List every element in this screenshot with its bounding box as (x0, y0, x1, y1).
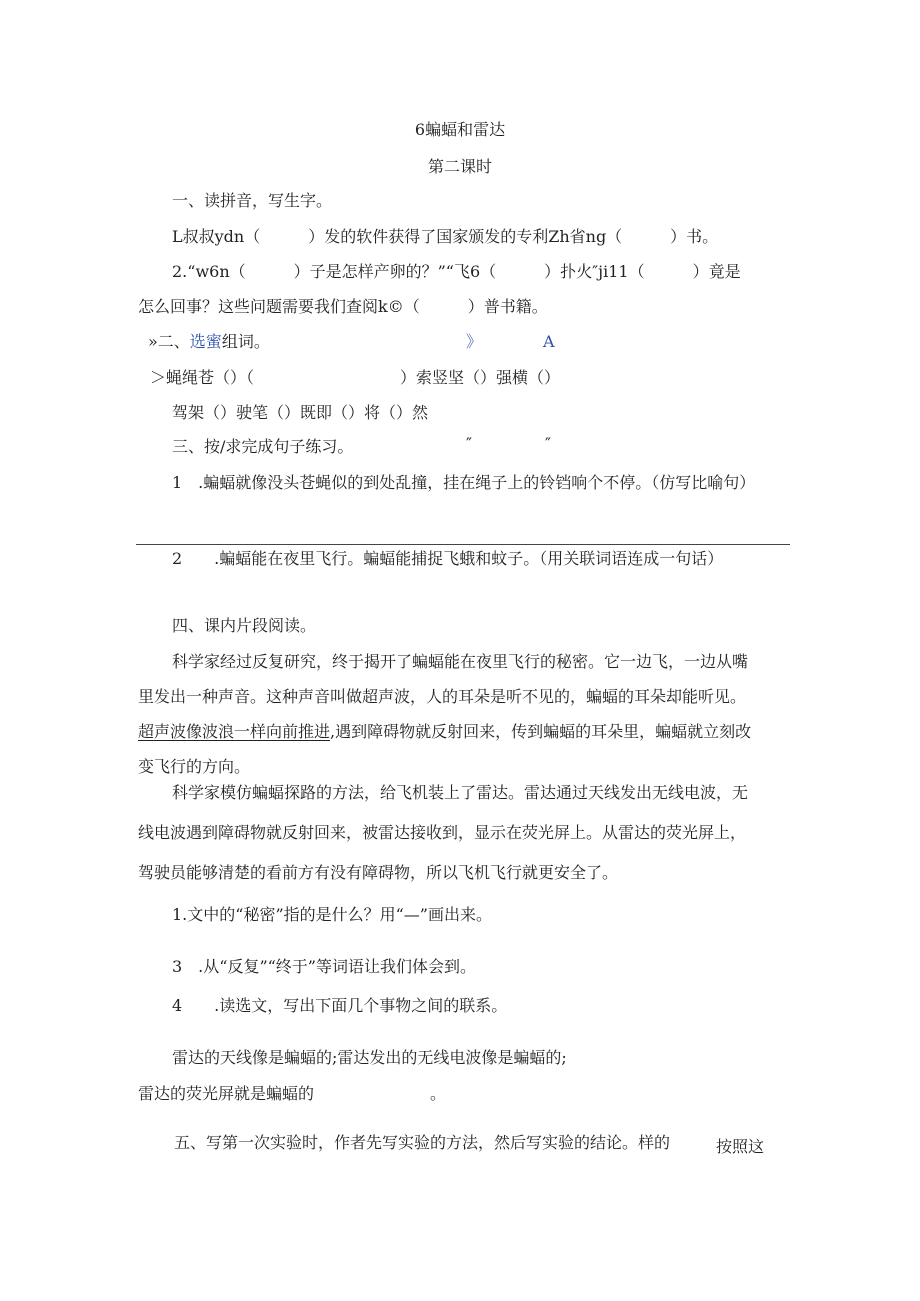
section1-question2-line2: 怎么回事？这些问题需要我们查阅k©（ ）普书籍。 (138, 297, 548, 316)
section4-question3: 3 .从“反复”“终于”等词语让我们体会到。 (172, 957, 476, 976)
section2-heading (148, 332, 270, 352)
section3-question1: 1 .蝙蝠就像没头苍蝇似的到处乱撞，挂在绳子上的铃铛响个不停。（仿写比喻句） (172, 473, 756, 492)
section2-prefix: »二、 (148, 332, 190, 351)
section4-question1: 1.文中的“秘密”指的是什么？用“—”画出来。 (172, 905, 492, 924)
section2-row1-a: ＞蝇绳苍（）（ (150, 368, 255, 387)
section2-mark-1: 》 (466, 332, 483, 351)
passage2-line3: 驾驶员能够清楚的看前方有没有障碍物，所以飞机飞行就更安全了。 (138, 863, 619, 882)
section2-heading-rest: 组词。 (221, 332, 270, 351)
section2-mark-2: A (543, 332, 555, 351)
underlined-phrase: 超声波像波浪一样向前推进 (138, 722, 331, 741)
section5-heading: 五、写第一次实验时，作者先写实验的方法，然后写实验的结论。样的 (174, 1133, 671, 1152)
section1-heading: 一、读拼音，写生字。 (172, 191, 333, 210)
section4-heading: 四、课内片段阅读。 (172, 616, 317, 635)
passage1-line4: 变飞行的方向。 (138, 757, 251, 776)
section3-heading: 三、按/求完成句子练习。 (172, 437, 354, 456)
fill-line2: 雷达的荧光屏就是蝙蝠的 (138, 1084, 315, 1103)
fill-line2-end: 。 (430, 1084, 447, 1103)
section2-row1-b: ）索竖坚（）强横（） (400, 368, 561, 387)
section1-question2-line1: 2.“w6n（ ）子是怎样产卵的？”“飞6（ ）扑火″ji11（ ）竟是 (172, 262, 741, 281)
section1-question1: L叔叔ydn（ ）发的软件获得了国家颁发的专利Zh省ng（ ）书。 (172, 227, 719, 246)
passage2-line2: 线电波遇到障碍物就反射回来，被雷达接收到，显示在荧光屏上。从雷达的荧光屏上， (138, 823, 747, 842)
section3-mark-1: ″ (466, 434, 472, 453)
lesson-subtitle: 第二课时 (427, 157, 492, 176)
section4-question4: 4 .读选文，写出下面几个事物之间的联系。 (172, 996, 508, 1015)
section2-blue-text: 选蜜 (189, 332, 222, 351)
passage1-line3-rest: ,遇到障碍物就反射回来，传到蝙蝠的耳朵里，蝙蝠就立刻改 (330, 722, 752, 741)
section5-tail: 按照这 (716, 1137, 765, 1156)
passage1-line1: 科学家经过反复研究，终于揭开了蝙蝠能在夜里飞行的秘密。它一边飞，一边从嘴 (172, 652, 749, 671)
answer-line (136, 544, 790, 545)
section3-mark-2: ″ (545, 434, 551, 453)
passage1-line2: 里发出一种声音。这种声音叫做超声波，人的耳朵是听不见的，蝙蝠的耳朵却能听见。 (138, 687, 747, 706)
section3-question2: 2 .蝙蝠能在夜里飞行。蝙蝠能捕捉飞蛾和蚊子。（用关联词语连成一句话） (172, 549, 724, 568)
passage1-line3 (138, 722, 751, 742)
lesson-title: 6蝙蝠和雷达 (414, 120, 506, 139)
fill-line1: 雷达的天线像是蝙蝠的;雷达发出的无线电波像是蝙蝠的; (172, 1048, 567, 1067)
passage2-line1: 科学家模仿蝙蝠探路的方法，给飞机装上了雷达。雷达通过天线发出无线电波，无 (172, 783, 749, 802)
section2-row2: 驾架（）驶笔（）既即（）将（）然 (172, 403, 429, 422)
